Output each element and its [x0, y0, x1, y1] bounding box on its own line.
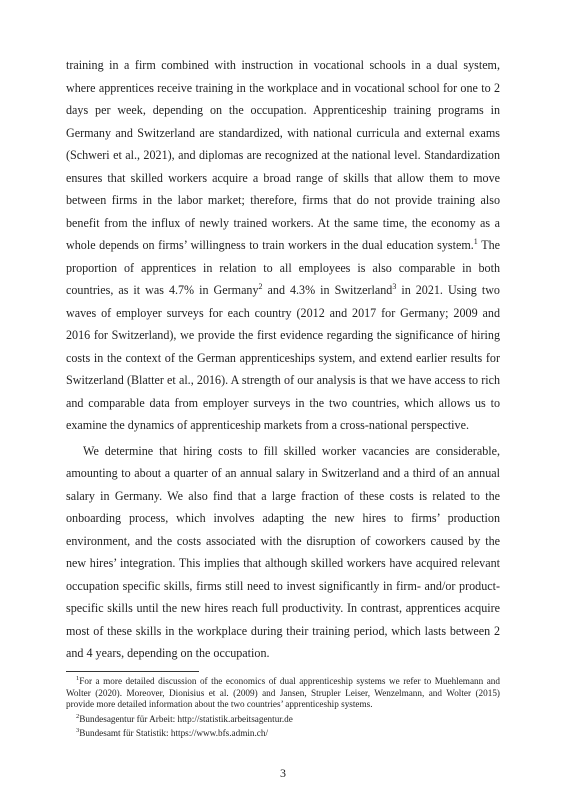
footnote-2-number: 2	[76, 712, 80, 720]
footnote-3-number: 3	[76, 727, 80, 735]
paragraph-1-part-c: and 4.3% in Switzerland	[262, 283, 393, 297]
paragraph-1-part-d: in 2021. Using two waves of employer surveys for each country (2012 and 2017 for Germany; 2009 and 2016 for Switzerland), we provide the first evidence regarding the significance of hiring costs in the context of the German apprenticeships system, and extend earlier results for Switzerland (Blatter et al., 2016). A strength of our analysis is that we have access to rich and comparable data from employer surveys in the two countries, which allows us to examine the dynamics of apprenticeship markets from a cross-national perspective.	[66, 283, 500, 432]
footnote-divider	[66, 671, 199, 672]
footnote-1-text: For a more detailed discussion of the economics of dual apprenticeship systems we refer to Muehlemann and Wolter (2020). Moreover, Dionisius et al. (2009) and Jansen, Strupler Leiser, Wenzelmann, and Wolter (2015) provide more detailed information about the two countries’ apprenticeship systems.	[66, 676, 500, 710]
footnotes	[66, 676, 500, 743]
paragraph-1-part-b: The proportion of apprentices in relation to all employees is also comparable in both countries, as it was 4.7% in Germany	[66, 238, 500, 297]
paragraph-1	[66, 54, 500, 437]
paragraph-2: We determine that hiring costs to fill skilled worker vacancies are considerable, amounting to about a quarter of an annual salary in Switzerland and a third of an annual salary in Germany. We also find that a large fraction of these costs is related to the onboarding process, which involves adapting the new hires to firms’ production environment, and the costs associated with the disruption of coworkers caused by the new hires’ integration. This implies that although skilled workers have acquired relevant occupation specific skills, firms still need to invest significantly in firm- and/or product-specific skills until the new hires reach full productivity. In contrast, apprentices acquire most of these skills in the workplace during their training period, which lasts between 2 and 4 years, depending on the occupation.	[66, 443, 500, 660]
footnote-1-number: 1	[76, 674, 80, 682]
paragraph-1-part-a: training in a firm combined with instruction in vocational schools in a dual system, where apprentices receive training in the workplace and in vocational school for one to 2 days per week, depending on the occupation. Apprenticeship training programs in Germany and Switzerland are standardized, with national curricula and external exams (Schweri et al., 2021), and diplomas are recognized at the national level. Standardization ensures that skilled workers acquire a broad range of skills that allow them to move between firms in the labor market; therefore, firms that do not provide training also benefit from the influx of newly trained workers. At the same time, the economy as a whole depends on firms’ willingness to train workers in the dual education system.	[66, 58, 500, 252]
body-text	[66, 54, 500, 665]
footnote-2	[66, 714, 500, 726]
footnote-3	[66, 728, 500, 740]
footnote-1	[66, 676, 500, 711]
footnote-3-text: Bundesamt für Statistik: https://www.bfs.admin.ch/	[79, 728, 269, 739]
footnote-ref-2[interactable]: 2	[258, 281, 263, 291]
page-number: 3	[280, 766, 286, 780]
footnote-ref-1[interactable]: 1	[473, 236, 478, 246]
footnote-2-text: Bundesagentur für Arbeit: http://statistik.arbeitsagentur.de	[79, 713, 293, 724]
footnote-ref-3[interactable]: 3	[392, 281, 397, 291]
